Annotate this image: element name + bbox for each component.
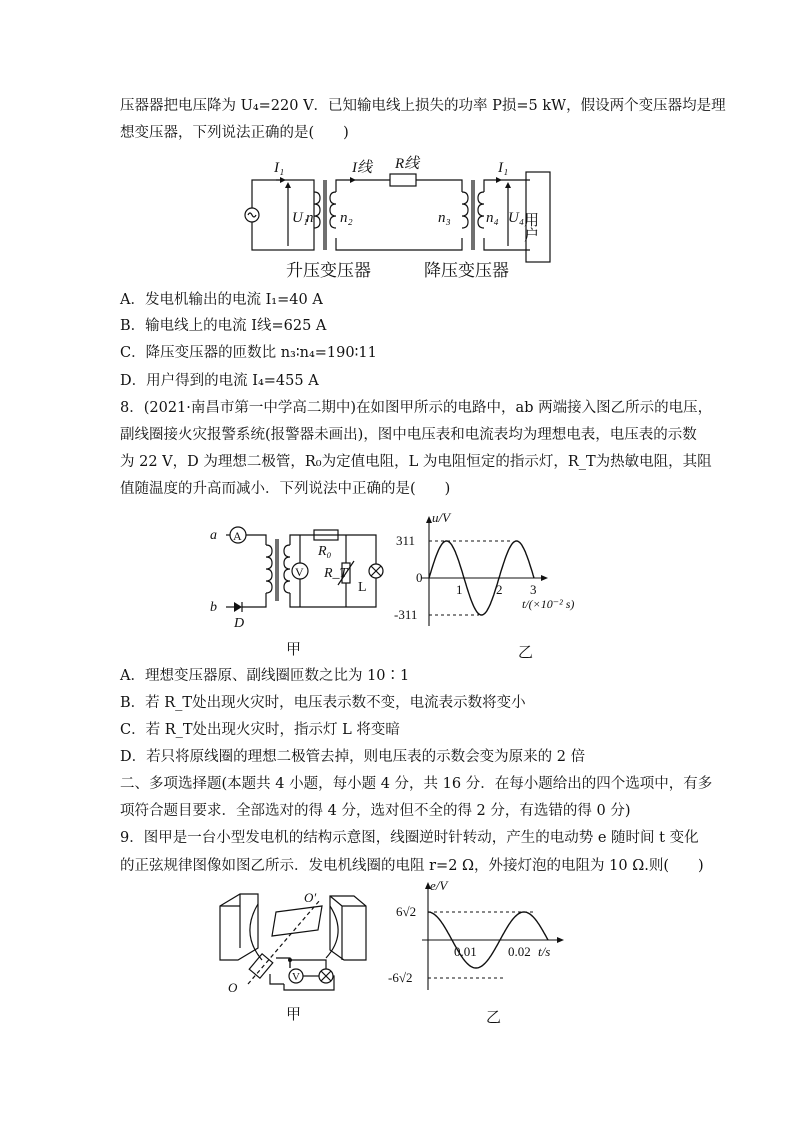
q8-option-c[interactable]: C．若 R_T处出现火灾时，指示灯 L 将变暗: [120, 722, 400, 738]
label-a: a: [210, 528, 217, 543]
q8-option-b[interactable]: B．若 R_T处出现火灾时，电压表示数不变，电流表示数将变小: [120, 695, 526, 711]
label-n2: n₂: [340, 210, 353, 226]
chart1-ytick-0: 0: [416, 570, 423, 585]
label-l: L: [358, 580, 367, 595]
chart2-ytick-pos: 6√2: [396, 904, 417, 919]
label-user: 用户: [522, 212, 538, 242]
generator-diagram: [214, 888, 374, 1000]
emf-sine-chart: [388, 878, 588, 998]
chart1-ytick-neg311: -311: [394, 607, 418, 622]
label-n4: n₄: [486, 210, 499, 226]
q8-stem-line1: 8．(2021·南昌市第一中学高二期中)在如图甲所示的电路中，ab 两端接入图乙所示的电压，: [120, 400, 713, 416]
q8-stem-line2: 副线圈接火灾报警系统(报警器未画出)，图中电压表和电流表均为理想电表，电压表的示数: [120, 427, 697, 443]
label-i-line: I线: [352, 160, 372, 176]
label-step-up: 升压变压器: [286, 261, 371, 280]
label-step-down: 降压变压器: [424, 261, 509, 280]
label-r0: R₀: [318, 544, 332, 559]
label-b: b: [210, 600, 217, 615]
chart1-xtick-2: 2: [496, 582, 503, 597]
q8-stem-line3: 为 22 V，D 为理想二极管，R₀为定值电阻，L 为电阻恒定的指示灯，R_T为热敏电阻，其阻: [120, 454, 712, 470]
q7-option-a[interactable]: A．发电机输出的电流 I₁=40 A: [120, 292, 323, 308]
label-d: D: [234, 616, 245, 631]
q7-option-b[interactable]: B．输电线上的电流 I线=625 A: [120, 318, 327, 334]
chart1-ylabel: u/V: [432, 510, 451, 525]
ammeter-label: A: [233, 529, 242, 543]
label-rt: R_T: [324, 566, 348, 581]
caption-jia-2: 甲: [286, 1005, 302, 1023]
q8-option-d[interactable]: D．若只将原线圈的理想二极管去掉，则电压表的示数会变为原来的 2 倍: [120, 749, 586, 765]
q8-option-a[interactable]: A．理想变压器原、副线圈匝数之比为 10∶1: [120, 668, 410, 684]
voltmeter-label-2: V: [292, 971, 300, 983]
chart2-xtick-001: 0.01: [454, 944, 477, 959]
chart1-xtick-3: 3: [530, 582, 537, 597]
q8-circuit-diagram: [206, 515, 396, 635]
q7-option-d[interactable]: D．用户得到的电流 I₄=455 A: [120, 373, 319, 389]
transmission-diagram: [240, 152, 560, 282]
q6-stem-line1: 压器器把电压降为 U₄=220 V．已知输电线上损失的功率 P损=5 kW，假设两个变压器均是理: [120, 98, 726, 114]
label-r-line: R线: [395, 156, 420, 172]
label-i1-left: I₁: [274, 160, 285, 176]
chart2-ylabel: e/V: [430, 878, 448, 893]
label-n1: n: [306, 210, 314, 226]
label-n3: n₃: [438, 210, 451, 226]
chart2-xtick-002: 0.02: [508, 944, 531, 959]
q9-stem-line2: 的正弦规律图像如图乙所示．发电机线圈的电阻 r=2 Ω，外接灯泡的电阻为 10 Ω.则( ): [120, 858, 704, 874]
caption-jia-1: 甲: [286, 640, 302, 658]
label-o: O: [228, 980, 238, 995]
q7-option-c[interactable]: C．降压变压器的匝数比 n₃∶n₄=190∶11: [120, 345, 377, 361]
label-u4: U₄: [508, 210, 525, 226]
caption-yi-1: 乙: [518, 643, 534, 661]
label-u1: U₁: [292, 210, 309, 226]
label-i1-right: I₁: [498, 160, 509, 176]
chart1-xlabel: t/(×10⁻² s): [522, 597, 575, 611]
chart2-ytick-neg: -6√2: [388, 970, 413, 985]
section2-instructions-line1: 二、多项选择题(本题共 4 小题，每小题 4 分，共 16 分．在每小题给出的四个选项中，有多: [120, 776, 713, 792]
voltmeter-label: V: [295, 565, 304, 579]
q9-stem-line1: 9．图甲是一台小型发电机的结构示意图，线圈逆时针转动，产生的电动势 e 随时间 t 变化: [120, 830, 699, 846]
caption-yi-2: 乙: [486, 1008, 502, 1026]
voltage-sine-chart: [394, 508, 604, 633]
label-o-prime: O′: [304, 890, 317, 905]
chart1-ytick-311: 311: [396, 533, 416, 548]
chart2-xlabel: t/s: [538, 944, 551, 959]
section2-instructions-line2: 项符合题目要求．全部选对的得 4 分，选对但不全的得 2 分，有选错的得 0 分): [120, 803, 631, 819]
q6-stem-line2: 想变压器，下列说法正确的是( ): [120, 125, 349, 141]
chart1-xtick-1: 1: [456, 582, 463, 597]
q8-stem-line4: 值随温度的升高而减小．下列说法中正确的是( ): [120, 481, 451, 497]
